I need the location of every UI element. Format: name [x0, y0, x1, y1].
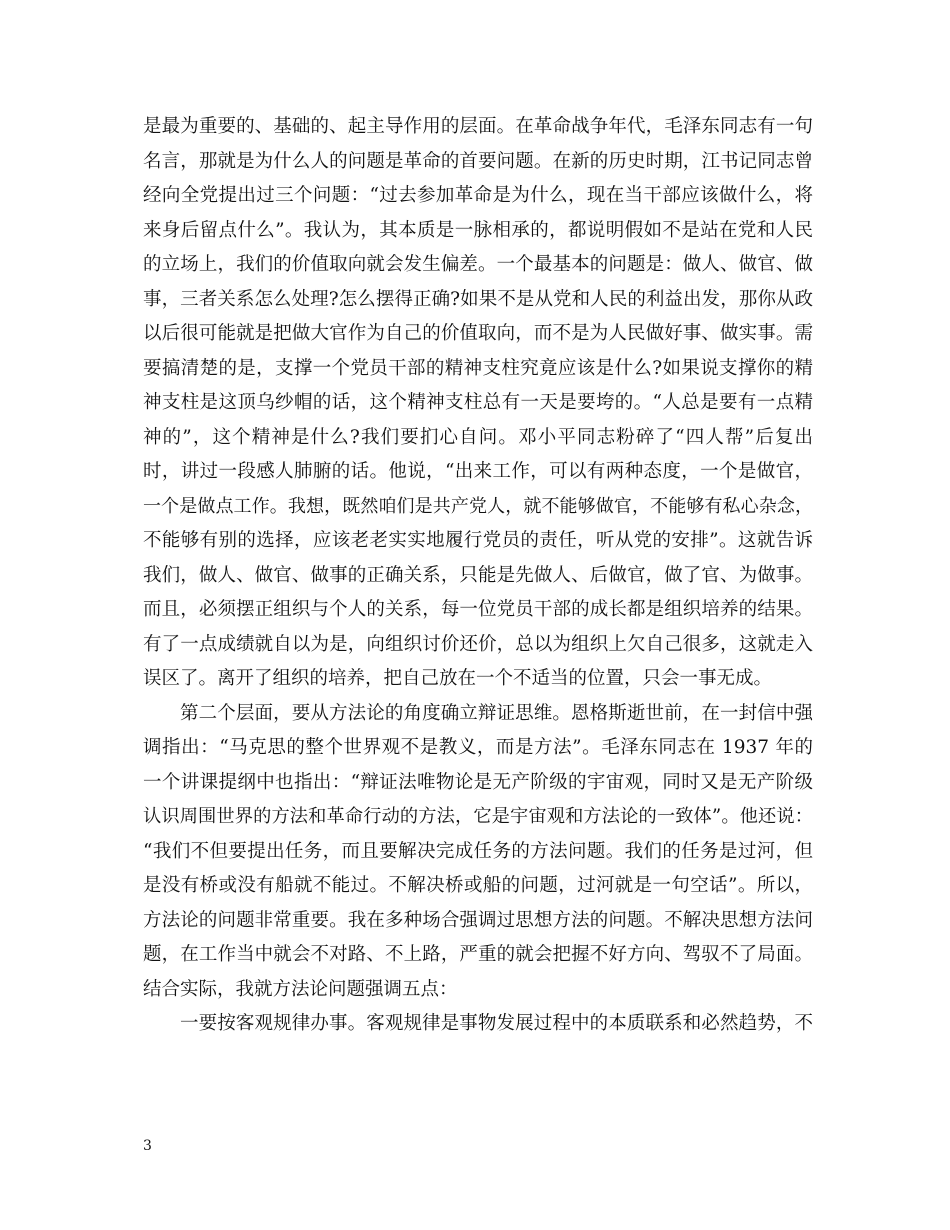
text-line: 的立场上，我们的价值取向就会发生偏差。一个最基本的问题是：做人、做官、做: [143, 254, 813, 275]
text-line: 以后很可能就是把做大官作为自己的价值取向，而不是为人民做好事、做实事。需: [143, 323, 813, 344]
text-line: 题，在工作当中就会不对路、不上路，严重的就会把握不好方向、驾驭不了局面。: [143, 944, 813, 965]
text-line: 事，三者关系怎么处理?怎么摆得正确?如果不是从党和人民的利益出发，那你从政: [143, 288, 813, 310]
text-line: “我们不但要提出任务，而且要解决完成任务的方法问题。我们的任务是过河，但: [143, 840, 813, 862]
text-line: 是最为重要的、基础的、起主导作用的层面。在革命战争年代，毛泽东同志有一句: [143, 116, 813, 137]
paragraph-3: [143, 1007, 813, 1042]
text-line: 要搞清楚的是，支撑一个党员干部的精神支柱究竟应该是什么?如果说支撑你的精: [143, 357, 813, 379]
text-line: 一个是做点工作。我想，既然咱们是共产党人，就不能够做官，不能够有私心杂念，: [143, 495, 813, 517]
text-line: 而且，必须摆正组织与个人的关系，每一位党员干部的成长都是组织培养的结果。: [143, 599, 813, 620]
text-line: 结合实际，我就方法论问题强调五点：: [143, 978, 458, 1000]
paragraph-2: [143, 697, 813, 1008]
text-line: 神的”，这个精神是什么?我们要扪心自问。邓小平同志粉碎了“四人帮”后复出: [143, 426, 813, 448]
page-number: 3: [143, 1138, 152, 1154]
text-line: 误区了。离开了组织的培养，把自己放在一个不适当的位置，只会一事无成。: [143, 668, 773, 689]
body-text: [143, 110, 813, 1042]
paragraph-1: [143, 110, 813, 697]
text-line: 经向全党提出过三个问题：“过去参加革命是为什么，现在当干部应该做什么，将: [143, 185, 813, 206]
text-line: 第二个层面，要从方法论的角度确立辩证思维。恩格斯逝世前，在一封信中强: [180, 702, 813, 724]
text-line: 有了一点成绩就自以为是，向组织讨价还价，总以为组织上欠自己很多，这就走入: [143, 633, 813, 655]
text-line: 来身后留点什么”。我认为，其本质是一脉相承的，都说明假如不是站在党和人民: [143, 219, 813, 241]
text-line: 时，讲过一段感人肺腑的话。他说，“出来工作，可以有两种态度，一个是做官，: [143, 461, 813, 482]
text-line: 认识周围世界的方法和革命行动的方法，它是宇宙观和方法论的一致体”。他还说：: [143, 806, 813, 827]
text-line: 不能够有别的选择，应该老老实实地履行党员的责任，听从党的安排”。这就告诉: [143, 530, 813, 551]
text-line: 名言，那就是为什么人的问题是革命的首要问题。在新的历史时期，江书记同志曾: [143, 150, 813, 172]
text-line: 神支柱是这顶乌纱帽的话，这个精神支柱总有一天是要垮的。“人总是要有一点精: [143, 392, 813, 413]
text-line: 方法论的问题非常重要。我在多种场合强调过思想方法的问题。不解决思想方法问: [143, 909, 813, 931]
text-line: 我们，做人、做官、做事的正确关系，只能是先做人、后做官，做了官、为做事。: [143, 564, 813, 586]
text-line: 一要按客观规律办事。客观规律是事物发展过程中的本质联系和必然趋势，不: [180, 1013, 813, 1034]
text-line: 是没有桥或没有船就不能过。不解决桥或船的问题，过河就是一句空话”。所以，: [143, 875, 813, 896]
text-line: 调指出：“马克思的整个世界观不是教义，而是方法”。毛泽东同志在 1937 年的: [143, 737, 813, 758]
text-line: 一个讲课提纲中也指出：“辩证法唯物论是无产阶级的宇宙观，同时又是无产阶级: [143, 771, 813, 793]
